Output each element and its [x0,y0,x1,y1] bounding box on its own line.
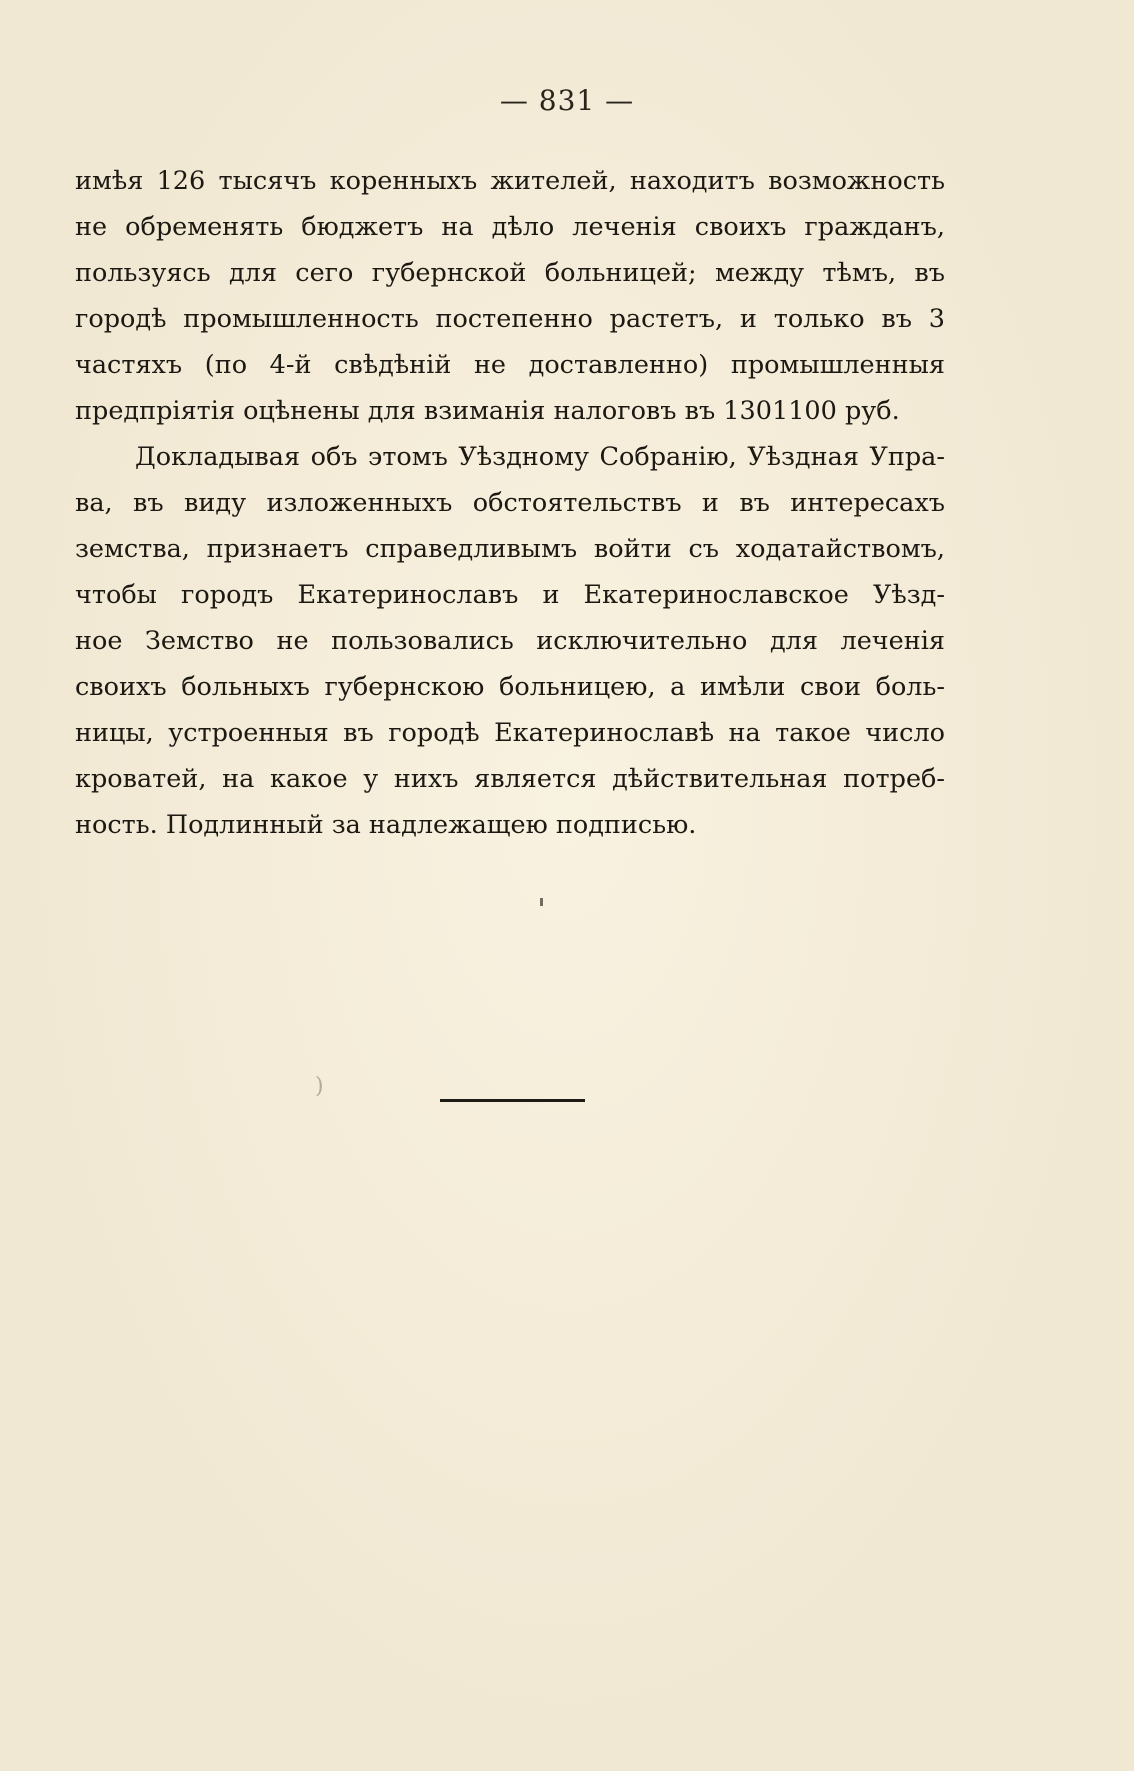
text-line: Докладывая объ этомъ Уѣздному Собранію, Уѣздная Упра- [135,442,945,472]
text-line: городѣ промышленность постепенно растетъ, и только въ 3 [75,304,945,334]
paragraph-1 [75,158,945,434]
text-line: ность. Подлинный за надлежащею подписью. [75,810,697,840]
text-line: ва, въ виду изложенныхъ обстоятельствъ и въ интересахъ [75,488,945,518]
text-line: своихъ больныхъ губернскою больницею, а имѣли свои боль- [75,672,945,702]
text-line: частяхъ (по 4-й свѣдѣній не доставленно) промышленныя [75,350,945,380]
text-line: пользуясь для сего губернской больницей; между тѣмъ, въ [75,258,945,288]
paragraph-2 [75,434,945,848]
closing-rule [440,1099,585,1102]
stray-mark: ) [315,1074,324,1099]
text-line: чтобы городъ Екатеринославъ и Екатеринославское Уѣзд- [75,580,945,610]
text-line: земства, признаетъ справедливымъ войти съ ходатайствомъ, [75,534,945,564]
text-line: предпріятія оцѣнены для взиманія налоговъ въ 1301100 руб. [75,396,900,426]
ink-speck [540,898,543,906]
text-line: кроватей, на какое у нихъ является дѣйствительная потреб- [75,764,945,794]
text-line: не обременять бюджетъ на дѣло леченія своихъ гражданъ, [75,212,945,242]
page-number: — 831 — [499,84,635,117]
text-line: ницы, устроенныя въ городѣ Екатеринославѣ на такое число [75,718,945,748]
body-text [75,158,945,848]
text-line: имѣя 126 тысячъ коренныхъ жителей, находитъ возможность [75,166,945,196]
text-line: ное Земство не пользовались исключительно для леченія [75,626,945,656]
